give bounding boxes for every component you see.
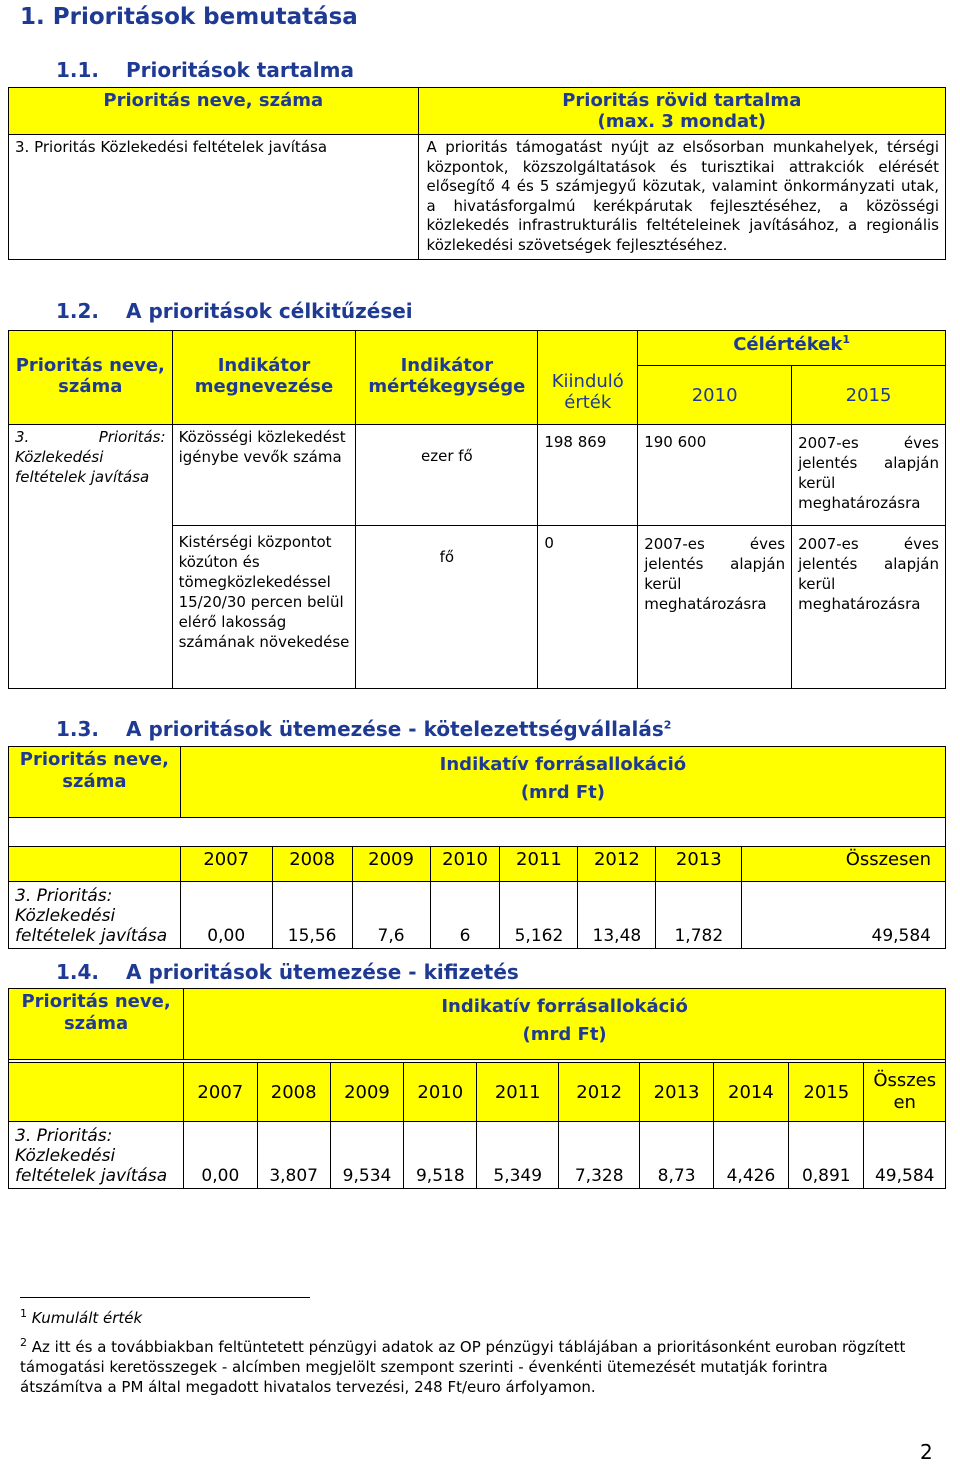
objectives-table (8, 330, 946, 689)
footnote-text: Az itt és a továbbiakban feltüntetett pénzügyi adatok az OP pénzügyi táblájában a prioritásonként euroban rögzített támogatási keretösszegek - alcímben megjelölt szempont szerinti - évenkénti ütemezését mutatják forintra átszámítva a PM által megadott hivatalos tervezési, 248 Ft/euro árfolyamon. (20, 1338, 906, 1396)
priority-name-cell (9, 882, 181, 949)
spacer-cell (9, 818, 181, 847)
section-number: 1.1. (56, 58, 100, 82)
year-cell: 2011 (500, 847, 578, 882)
allocation-label: Indikatív forrásallokáció (441, 996, 688, 1017)
section-number: 1.3. (56, 717, 100, 741)
value-cell: 5,162 (500, 882, 578, 949)
section-title: Prioritások tartalma (126, 58, 354, 82)
indicator-2-base: 0 (538, 526, 638, 689)
header-priority-name: Prioritás neve, száma (9, 331, 173, 425)
value-cell: 0,891 (789, 1122, 864, 1189)
header-indicator-unit: Indikátor mértékegysége (356, 331, 538, 425)
footnote-ref: 1 (842, 333, 851, 346)
value-cell: 9,518 (404, 1122, 477, 1189)
section-1-1-heading (56, 58, 354, 82)
section-1-4-heading (56, 960, 519, 984)
section-1-3-heading (56, 717, 671, 741)
indicator-1-2015: 2007-es éves jelentés alapján kerül meghatározásra (792, 425, 946, 526)
indicator-2-unit: fő (356, 526, 538, 689)
total-header-cell: Összesen (742, 847, 946, 882)
priority-content-table (8, 87, 946, 260)
priority-line: feltételek javítása (15, 1166, 168, 1186)
priority-line: 3. Prioritás: (15, 1126, 113, 1146)
priority-line: Közlekedési (15, 906, 116, 926)
year-cell: 2014 (713, 1063, 788, 1122)
section-number: 1.4. (56, 960, 100, 984)
section-number: 1.2. (56, 299, 100, 323)
blank-header-cell (9, 847, 181, 882)
header-allocation (184, 989, 946, 1060)
year-cell: 2012 (578, 847, 656, 882)
header-base-value: Kiinduló érték (538, 331, 638, 425)
value-cell: 0,00 (184, 1122, 257, 1189)
year-cell: 2007 (180, 847, 272, 882)
footnote-number: 1 (20, 1307, 27, 1320)
header-priority-name: Prioritás neve, száma (9, 747, 181, 818)
year-cell: 2013 (656, 847, 742, 882)
year-cell: 2010 (404, 1063, 477, 1122)
indicator-1-unit: ezer fő (356, 425, 538, 526)
value-cell: 7,328 (558, 1122, 639, 1189)
blank-header-cell (9, 1063, 184, 1122)
value-cell: 7,6 (352, 882, 430, 949)
allocation-label: Indikatív forrásallokáció (439, 754, 687, 775)
header-priority-name: Prioritás neve, száma (9, 88, 419, 135)
header-year-2010: 2010 (638, 366, 792, 425)
year-cell: 2013 (640, 1063, 713, 1122)
value-cell: 1,782 (656, 882, 742, 949)
allocation-unit: (mrd Ft) (522, 1024, 607, 1045)
footnote-ref: 2 (663, 718, 672, 732)
priority-name-cell (9, 1122, 184, 1189)
header-line-1: Prioritás rövid tartalma (562, 90, 802, 111)
priority-line: feltételek javítása (15, 926, 168, 946)
header-year-2015: 2015 (792, 366, 946, 425)
year-cell: 2015 (789, 1063, 864, 1122)
value-cell: 4,426 (713, 1122, 788, 1189)
target-label: Célértékek (733, 334, 843, 355)
year-cell: 2008 (272, 847, 352, 882)
section-title: A prioritások ütemezése - kifizetés (126, 960, 519, 984)
year-cell: 2009 (330, 1063, 403, 1122)
footnote-1 (20, 1307, 142, 1327)
header-target-values (638, 331, 946, 366)
payment-table (8, 988, 946, 1189)
section-title: A prioritások célkitűzései (126, 299, 413, 323)
value-cell: 5,349 (477, 1122, 558, 1189)
value-cell: 8,73 (640, 1122, 713, 1189)
year-cell: 2007 (184, 1063, 257, 1122)
section-title: A prioritások ütemezése - kötelezettségvállalás (126, 717, 664, 741)
year-cell: 2008 (257, 1063, 330, 1122)
indicator-2-2015: 2007-es éves jelentés alapján kerül meghatározásra (792, 526, 946, 689)
allocation-unit: (mrd Ft) (520, 782, 605, 803)
total-value-cell: 49,584 (742, 882, 946, 949)
year-cell: 2011 (477, 1063, 558, 1122)
value-cell: 0,00 (180, 882, 272, 949)
header-priority-name: Prioritás neve, száma (9, 989, 184, 1060)
value-cell: 6 (430, 882, 500, 949)
priority-name-cell: 3. Prioritás: Közlekedési feltételek javítása (9, 425, 173, 689)
indicator-1-name: Közösségi közlekedést igénybe vevők száma (172, 425, 356, 526)
page-title: 1. Prioritások bemutatása (20, 4, 358, 30)
value-cell: 9,534 (330, 1122, 403, 1189)
indicator-2-name: Kistérségi központot közúton és tömegközlekedéssel 15/20/30 percen belül elérő lakosság számának növekedése (172, 526, 356, 689)
priority-line: Közlekedési (15, 1146, 116, 1166)
page-number: 2 (920, 1440, 933, 1464)
year-cell: 2012 (558, 1063, 639, 1122)
footnote-number: 2 (20, 1336, 27, 1349)
priority-line: 3. Prioritás: (15, 886, 113, 906)
footnote-separator (20, 1297, 310, 1298)
value-cell: 3,807 (257, 1122, 330, 1189)
section-1-2-heading (56, 299, 413, 323)
header-indicator-name: Indikátor megnevezése (172, 331, 356, 425)
total-header-cell: Összes en (864, 1063, 946, 1122)
indicator-1-2010: 190 600 (638, 425, 792, 526)
priority-name-cell: 3. Prioritás Közlekedési feltételek javítása (9, 135, 419, 260)
priority-description: A prioritás támogatást nyújt az elsősorban munkahelyek, térségi központok, közszolgáltatások és turisztikai attrakciók elérését elősegítő 4 és 5 számjegyű közutak, valamint önkormányzati utak, a hivatásforgalmú kerékpárutak fejlesztéséhez, a közösségi közlekedés infrastrukturális feltételeinek javításához, a regionális közlekedési szövetségek fejlesztéséhez. (418, 135, 945, 260)
footnote-2 (20, 1333, 915, 1397)
value-cell: 13,48 (578, 882, 656, 949)
footnote-text: Kumulált érték (31, 1309, 143, 1327)
header-allocation (180, 747, 945, 818)
indicator-2-2010: 2007-es éves jelentés alapján kerül meghatározásra (638, 526, 792, 689)
commitment-table (8, 746, 946, 949)
year-cell: 2009 (352, 847, 430, 882)
total-value-cell: 49,584 (864, 1122, 946, 1189)
indicator-1-base: 198 869 (538, 425, 638, 526)
header-short-content (418, 88, 945, 135)
year-cell: 2010 (430, 847, 500, 882)
spacer-cell (180, 818, 945, 847)
value-cell: 15,56 (272, 882, 352, 949)
header-line-2: (max. 3 mondat) (597, 111, 766, 132)
